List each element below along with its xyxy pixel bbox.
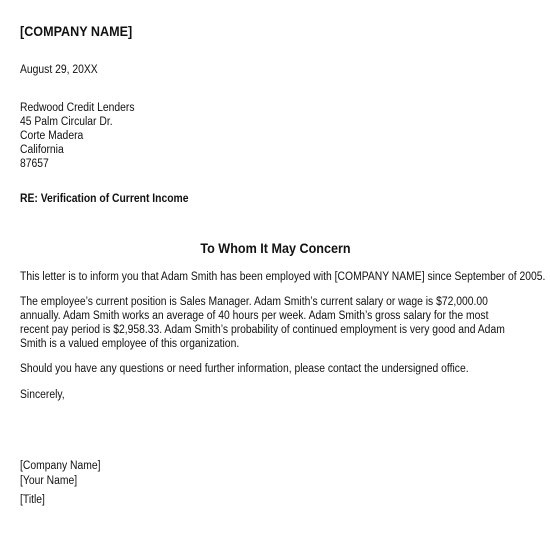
closing-text: Sincerely, xyxy=(20,389,65,401)
body-paragraph-2: The employee’s current position is Sales Manager. Adam Smith’s current salary or wage is $72,000.00 annually. Adam Smith works an average of 40 hours per week. Adam Smith’s gross salary for the most recent pay period is $2,958.33. Adam Smith’s probability of continued employment is very good and Adam Smith is a valued employee of this organization. xyxy=(20,296,505,350)
signature-block xyxy=(20,459,519,508)
salutation-text: To Whom It May Concern xyxy=(199,240,351,256)
signature-name: [Your Name] xyxy=(20,474,78,487)
recipient-city: Corte Madera xyxy=(20,130,84,142)
signature-title: [Title] xyxy=(20,494,45,506)
body-paragraph-3: Should you have any questions or need further information, please contact the undersigned office. xyxy=(20,363,469,375)
letter-date: August 29, 20XX xyxy=(20,64,98,76)
recipient-zip: 87657 xyxy=(20,158,49,170)
recipient-name: Redwood Credit Lenders xyxy=(20,102,135,114)
recipient-street: 45 Palm Circular Dr. xyxy=(20,116,113,128)
signature-company: [Company Name] xyxy=(20,460,101,472)
recipient-address xyxy=(20,101,134,171)
salutation-heading xyxy=(0,240,550,256)
recipient-state: California xyxy=(20,144,64,156)
body-paragraph-1: This letter is to inform you that Adam Smith has been employed with [COMPANY NAME] since September of 2005. xyxy=(20,271,546,283)
subject-line: RE: Verification of Current Income xyxy=(20,193,189,205)
company-name-header: [COMPANY NAME] xyxy=(20,23,133,39)
